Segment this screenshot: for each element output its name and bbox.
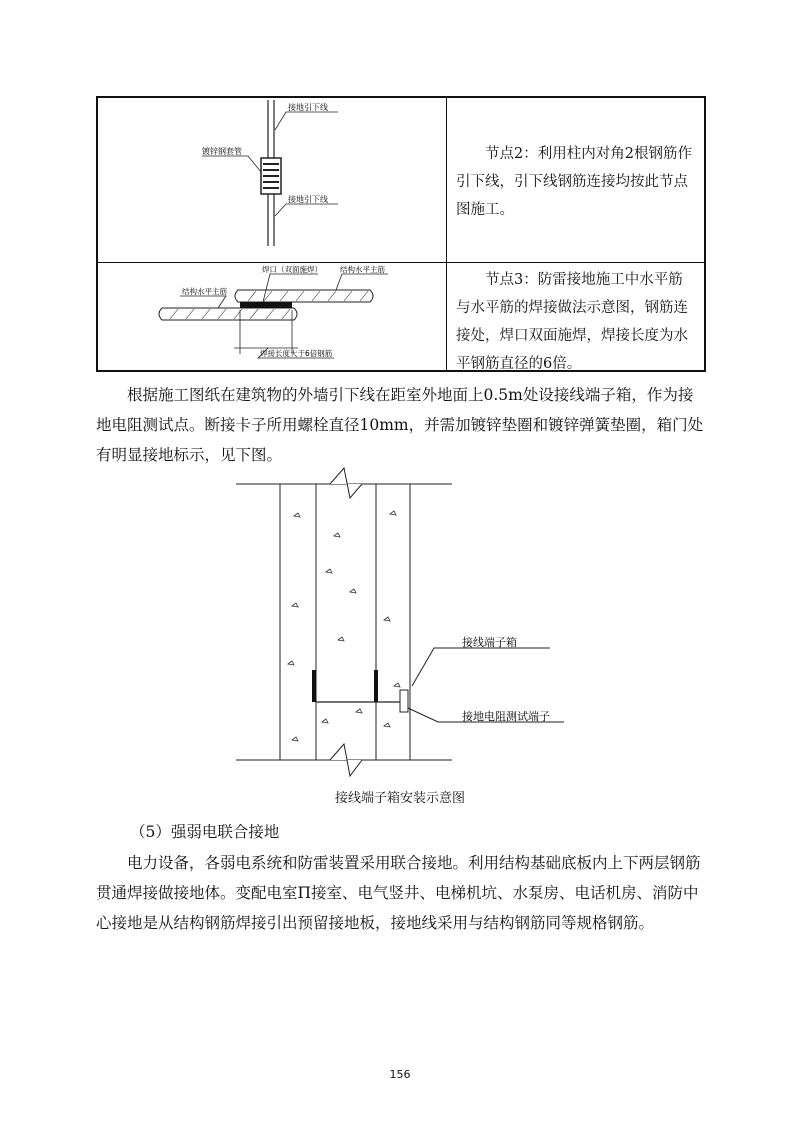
break-bottom	[330, 744, 362, 776]
label-side: 镀锌钢套管	[202, 147, 242, 156]
label-test-terminal: 接地电阻测试端子	[462, 710, 550, 723]
paragraph-terminal-box: 根据施工图纸在建筑物的外墙引下线在距室外地面上0.5m处设接线端子箱，作为接地电阻测试点。断接卡子所用螺栓直径10mm，并需加镀锌垫圈和镀锌弹簧垫圈，箱门处有明显接地标示，见下图。	[96, 386, 704, 464]
node2-diagram	[98, 98, 444, 260]
upper-bar	[235, 290, 373, 302]
label-length: 焊接长度大于6倍钢筋	[260, 349, 333, 358]
leader-bottom	[275, 204, 338, 216]
aggregate-marks	[288, 511, 400, 741]
lower-bar	[159, 308, 297, 320]
page-number: 156	[389, 1068, 411, 1081]
leader-upper	[336, 274, 388, 290]
label-top: 接地引下线	[288, 103, 328, 112]
table-column-divider	[446, 98, 447, 370]
weld-seam	[240, 302, 292, 308]
node3-diagram	[98, 262, 444, 370]
label-bottom: 接地引下线	[288, 195, 328, 204]
leader-lower	[180, 296, 226, 308]
terminal-block	[400, 690, 408, 712]
figure-caption: 接线端子箱安装示意图	[334, 791, 465, 806]
leader-box	[412, 648, 550, 686]
leader-side	[202, 156, 261, 172]
leader-top	[275, 112, 338, 130]
label-terminal-box: 接线端子箱	[462, 636, 517, 649]
label-weld: 焊口（双面施焊）	[262, 265, 322, 274]
node2-text: 节点2：利用柱内对角2根钢筋作引下线，引下线钢筋连接均按此节点图施工。	[456, 146, 692, 218]
section-body: 电力设备，各弱电系统和防雷装置采用联合接地。利用结构基础底板内上下两层钢筋贯通焊接做接地体。变配电室Π接室、电气竖井、电梯机坑、水泵房、电话机房、消防中心接地是从结构钢筋焊接引出预留接地板，接地线采用与结构钢筋同等规格钢筋。	[96, 854, 701, 932]
break-top	[330, 468, 362, 498]
label-lower-bar: 结构水平主筋	[182, 287, 227, 296]
label-upper-bar: 结构水平主筋	[340, 265, 385, 274]
node3-text: 节点3：防雷接地施工中水平筋与水平筋的焊接做法示意图，钢筋连接处，焊口双面施焊，焊接长度为水平钢筋直径的6倍。	[456, 272, 688, 372]
terminal-box-diagram	[230, 464, 590, 780]
section-heading: （5）强弱电联合接地	[130, 823, 280, 841]
